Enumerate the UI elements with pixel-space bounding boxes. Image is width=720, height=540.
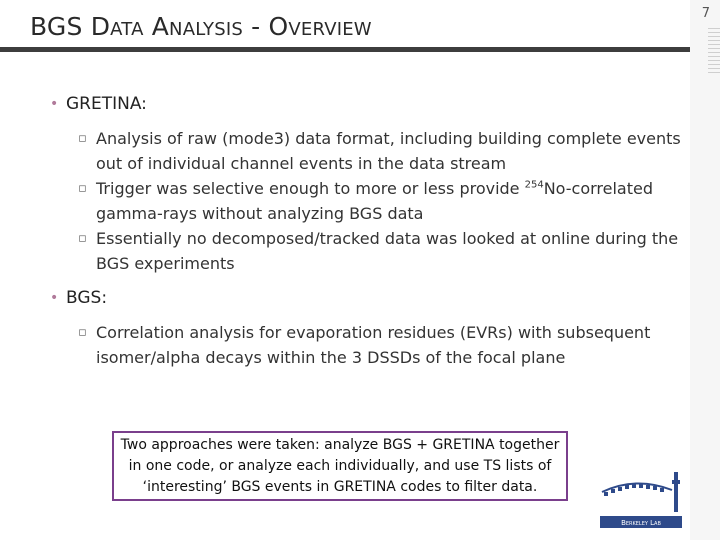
slide-title: BGS Data Analysis - Overview [30, 12, 372, 41]
isotope-mass-number: 254 [524, 179, 544, 191]
slide-content [50, 92, 690, 370]
square-bullet-icon: ▫ [78, 325, 87, 340]
sub-bullet-text: Trigger was selective enough to more or less provide [96, 179, 525, 198]
bullet-gretina [50, 92, 690, 116]
bullet-heading: BGS: [66, 288, 108, 308]
square-bullet-icon: ▫ [78, 231, 87, 246]
berkeley-lab-logo [596, 470, 686, 536]
sub-bullet [78, 226, 696, 276]
title-bar [0, 0, 690, 52]
decorative-lines [708, 28, 720, 73]
bullet-bgs [50, 286, 690, 310]
sub-bullet-text: Essentially no decomposed/tracked data was looked at online during the BGS experiments [96, 229, 679, 273]
sub-bullet [78, 320, 696, 370]
square-bullet-icon: ▫ [78, 131, 87, 146]
square-bullet-icon: ▫ [78, 181, 87, 196]
sub-bullet [78, 176, 696, 226]
page-number: 7 [701, 6, 710, 21]
svg-text:Berkeley Lab: Berkeley Lab [621, 519, 661, 527]
note-box: Two approaches were taken: analyze BGS + GRETINA together in one code, or analyze each individually, and use TS lists of ‘interesting’ BGS events in GRETINA codes to filter data. [112, 431, 568, 501]
sub-bullet [78, 126, 696, 176]
sub-bullet-text: Analysis of raw (mode3) data format, including building complete events out of individual channel events in the data stream [96, 129, 681, 173]
bullet-icon: • [50, 96, 59, 112]
sub-bullet-text-cont: No-correlated gamma-rays without analyzing BGS data [96, 179, 654, 223]
bullet-icon: • [50, 290, 59, 306]
sub-bullet-text: Correlation analysis for evaporation residues (EVRs) with subsequent isomer/alpha decays within the 3 DSSDs of the focal plane [96, 323, 651, 367]
bullet-heading: GRETINA: [66, 94, 147, 114]
title-underline [0, 47, 690, 52]
